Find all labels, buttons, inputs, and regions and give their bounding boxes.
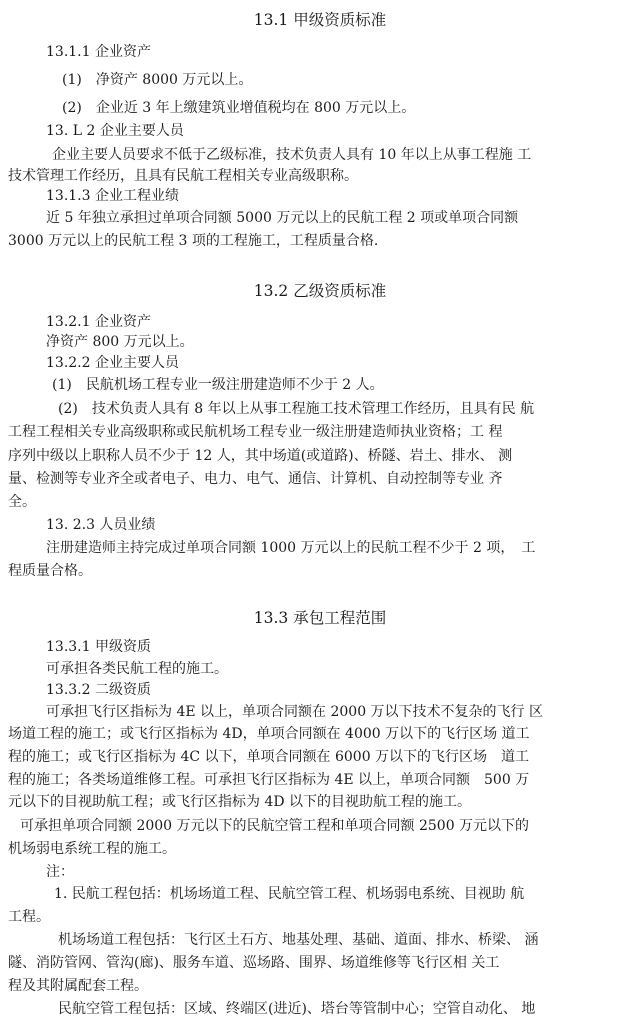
clause-13-3-2-text-line-6: 可承担单项合同额 2000 万元以下的民航空管工程和单项合同额 2500 万元以下的 [20, 818, 530, 834]
note-airfield-line-3: 程及其附属配套工程。 [8, 978, 148, 994]
clause-13-2-1-heading: 13.2.1 企业资产 [46, 314, 151, 330]
clause-13-2-2-heading: 13.2.2 企业主要人员 [46, 355, 179, 371]
clause-13-1-3-heading: 13.1.3 企业工程业绩 [46, 188, 179, 204]
clause-13-3-2-heading: 13.3.2 二级资质 [46, 682, 151, 698]
clause-13-2-3-heading: 13. 2.3 人员业绩 [46, 517, 156, 533]
clause-13-1-1-heading: 13.1.1 企业资产 [46, 44, 151, 60]
clause-13-3-1-heading: 13.3.1 甲级资质 [46, 639, 151, 655]
clause-13-1-1-item-1: (1) 净资产 8000 万元以上。 [62, 72, 253, 88]
clause-13-1-2-text-line-1: 企业主要人员要求不低于乙级标准，技术负责人具有 10 年以上从事工程施 工 [52, 147, 532, 163]
note-label: 注： [46, 864, 74, 880]
clause-13-2-2-item-2-line-5: 全。 [8, 494, 36, 510]
section-13-3-title: 13.3 承包工程范围 [253, 609, 387, 627]
clause-13-1-3-text-line-1: 近 5 年独立承担过单项合同额 5000 万元以上的民航工程 2 项或单项合同额 [46, 210, 519, 226]
note-1-line-1: 1. 民航工程包括：机场场道工程、民航空管工程、机场弱电系统、目视助 航 [54, 886, 525, 902]
clause-13-2-3-text-line-1: 注册建造师主持完成过单项合同额 1000 万元以上的民航工程不少于 2 项， 工 [46, 540, 536, 556]
clause-13-2-2-item-2-line-2: 工程工程相关专业高级职称或民航机场工程专业一级注册建造师执业资格；工 程 [8, 424, 503, 440]
clause-13-1-2-text-line-2: 技术管理工作经历，且具有民航工程相关专业高级职称。 [8, 168, 358, 184]
clause-13-1-3-text-line-2: 3000 万元以上的民航工程 3 项的工程施工，工程质量合格. [8, 233, 379, 249]
clause-13-3-2-text-line-1: 可承担飞行区指标为 4E 以上，单项合同额在 2000 万以下技术不复杂的飞行 区 [46, 704, 544, 720]
clause-13-3-2-text-line-3: 程的施工；或飞行区指标为 4C 以下，单项合同额在 6000 万以下的飞行区场 道工 [8, 749, 530, 765]
note-airfield-line-2: 隧、消防管网、管沟(廊)、服务车道、巡场路、围界、场道维修等飞行区相 关工 [8, 955, 500, 971]
note-atc-line-1: 民航空管工程包括：区域、终端区(进近)、塔台等管制中心；空管自动化、 地 [58, 1001, 536, 1017]
clause-13-2-2-item-2-line-4: 量、检测等专业齐全或者电子、电力、电气、通信、计算机、自动控制等专业 齐 [8, 471, 503, 487]
clause-13-3-1-text: 可承担各类民航工程的施工。 [46, 661, 228, 677]
clause-13-3-2-text-line-4: 程的施工；各类场道维修工程。可承担飞行区指标为 4E 以上，单项合同额 500 万 [8, 772, 530, 788]
section-13-2-title: 13.2 乙级资质标准 [253, 282, 387, 300]
note-airfield-line-1: 机场场道工程包括：飞行区土石方、地基处理、基础、道面、排水、桥梁、 涵 [58, 932, 539, 948]
clause-13-2-3-text-line-2: 程质量合格。 [8, 563, 92, 579]
clause-13-1-2-heading: 13. L 2 企业主要人员 [46, 123, 184, 139]
note-1-line-2: 工程。 [8, 909, 50, 925]
clause-13-3-2-text-line-2: 场道工程的施工；或飞行区指标为 4D，单项合同额在 4000 万以下的飞行区场 道工 [8, 726, 530, 742]
clause-13-2-2-item-2-line-1: (2) 技术负责人具有 8 年以上从事工程施工技术管理工作经历，且具有民 航 [58, 401, 535, 417]
section-13-1-title: 13.1 甲级资质标准 [253, 11, 387, 29]
clause-13-2-2-item-1: (1) 民航机场工程专业一级注册建造师不少于 2 人。 [52, 377, 384, 393]
clause-13-1-1-item-2: (2) 企业近 3 年上缴建筑业增值税均在 800 万元以上。 [62, 100, 416, 116]
clause-13-2-2-item-2-line-3: 序列中级以上职称人员不少于 12 人，其中场道(或道路)、桥隧、岩土、排水、 测 [8, 448, 513, 464]
clause-13-2-1-text: 净资产 800 万元以上。 [46, 334, 194, 350]
clause-13-3-2-text-line-7: 机场弱电系统工程的施工。 [8, 841, 176, 857]
clause-13-3-2-text-line-5: 元以下的目视助航工程；或飞行区指标为 4D 以下的目视助航工程的施工。 [8, 794, 472, 810]
